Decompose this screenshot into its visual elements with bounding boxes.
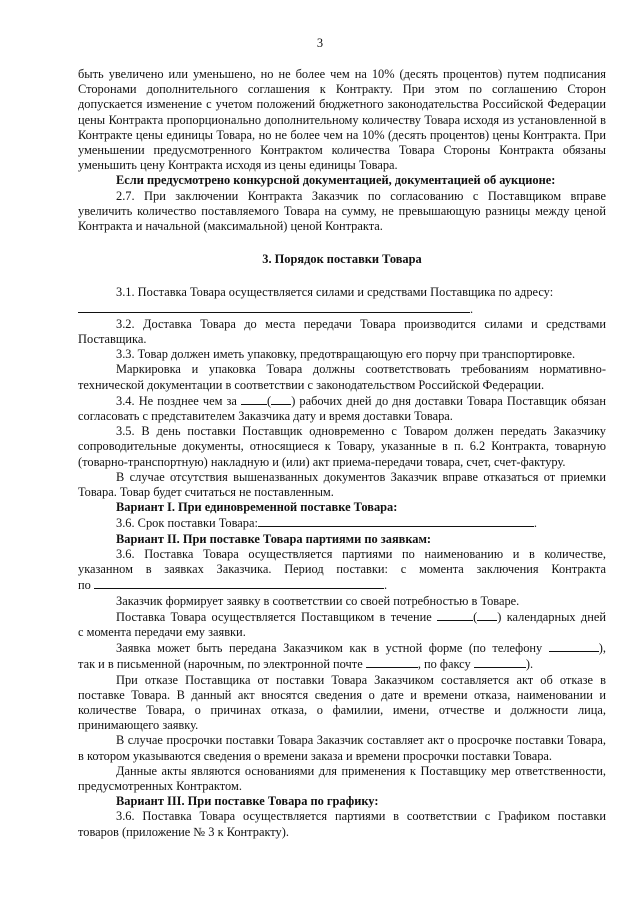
paragraph-2-7: 2.7. При заключении Контракта Заказчик по согласованию с Поставщиком вправе увеличить количество поставляемого Товара на сумму, не превышающую разницы между ценой Контракта и начальной (максимальной) ценой Контракта. xyxy=(78,188,606,234)
variant-2-3-6-line-2: указанном в заявках Заказчика. Период поставки: с момента заключения Контракта xyxy=(78,562,606,577)
paragraph-3-4-part-c: ) рабочих дней до дня доставки Товара Поставщик обязан согласовать с представителем Заказчика дату и время доставки Товара. xyxy=(78,393,606,424)
paragraph-3-1-address-line xyxy=(78,301,606,317)
paragraph-condition: Если предусмотрено конкурсной документацией, документацией об аукционе: xyxy=(116,173,556,188)
days-words-blank xyxy=(271,393,291,405)
paragraph-delay: В случае просрочки поставки Товара Заказчик составляет акт о просрочке поставки Товара, в котором указываются сведения о времени заказа и времени просрочки поставки Товара. xyxy=(78,733,606,763)
request-part-d: , по факсу xyxy=(417,657,474,672)
paragraph-request-line-2 xyxy=(78,656,606,672)
period-end-blank xyxy=(94,577,384,589)
delivery-term-part-a: Поставка Товара осуществляется Поставщиком в течение xyxy=(116,609,438,624)
paragraph-refusal: При отказе Поставщика от поставки Товара Заказчиком составляется акт об отказе в поставке Товара. В данный акт вносятся сведения о дате и времени отказа, наименовании и количестве Товара, о причинах отказа, о фамилии, имени, отчестве и должности лица, принимающего заявку. xyxy=(78,672,606,733)
paragraph-3-2: 3.2. Доставка Товара до места передачи Товара производится силами и средствами Поставщика. xyxy=(78,316,606,347)
days-blank xyxy=(241,393,267,405)
paragraph-delivery-term-cont: с момента передачи ему заявки. xyxy=(78,624,246,639)
address-blank xyxy=(78,301,470,313)
paragraph-3-4-part-a: 3.4. Не позднее чем за xyxy=(116,393,242,408)
request-part-e: ). xyxy=(525,657,534,672)
paragraph-absent-documents: В случае отсутствия вышеназванных документов Заказчик вправе отказаться от приемки Товара. Товар будет считаться не поставленным. xyxy=(78,469,606,500)
address-end: . xyxy=(470,301,474,316)
paragraph-delivery-term xyxy=(78,609,606,625)
document-body xyxy=(78,67,606,840)
variant-1-3-6-end: . xyxy=(533,516,538,531)
paragraph-acts: Данные акты являются основаниями для применения к Поставщику мер ответственности, предусмотренных Контрактом. xyxy=(78,763,606,793)
paragraph-3-1-text: 3.1. Поставка Товара осуществляется силами и средствами Поставщика по адресу: xyxy=(116,285,554,300)
request-part-b: ), xyxy=(598,641,606,656)
variant-2-3-6-end: . xyxy=(383,578,388,593)
phone-blank xyxy=(549,640,599,652)
paragraph-3-5: 3.5. В день поставки Поставщик одновременно с Товаром должен передать Заказчику сопроводительные документы, относящиеся к Товару, указанные в п. 6.2 Контракта, товарную (товарно-транспортную) накладную и (или) акт приема-передачи товара, счет, счет-фактуру. xyxy=(78,424,606,469)
paragraph-order: Заказчик формирует заявку в соответствии со своей потребностью в Товаре. xyxy=(116,593,520,608)
calendar-days-blank xyxy=(437,609,473,621)
delivery-term-part-b: ( xyxy=(473,609,478,624)
variant-2-3-6-line-1: 3.6. Поставка Товара осуществляется партиями по наименованию и в количестве, xyxy=(116,546,606,561)
variant-3-3-6: 3.6. Поставка Товара осуществляется партиями в соответствии с Графиком поставки товаров (приложение № 3 к Контракту). xyxy=(78,809,606,839)
request-part-c: так и в письменной (нарочным, по электронной почте xyxy=(78,657,366,672)
paragraph-3-4 xyxy=(78,393,606,424)
request-part-a: Заявка может быть передана Заказчиком как в устной форме (по телефону xyxy=(116,641,549,656)
paragraph-marking: Маркировка и упаковка Товара должны соответствовать требованиям нормативно-технической документации в соответствии с законодательством Российской Федерации. xyxy=(78,362,606,392)
variant-2-po-text: по xyxy=(78,578,94,593)
email-blank xyxy=(366,656,418,668)
delivery-term-part-c: ) календарных дней xyxy=(497,609,606,624)
variant-2-title: Вариант II. При поставке Товара партиями по заявкам: xyxy=(116,531,432,546)
paragraph-intro: быть увеличено или уменьшено, но не более чем на 10% (десять процентов) путем подписания Сторонами дополнительного соглашения к Контракту. При этом по соглашению Сторон допускается изменение с учетом положений бюджетного законодательства Российской Федерации цены Контракта пропорционально дополнительному количеству Товара исходя из установленной в Контракте цены единицы Товара, но не более чем на 10% (десять процентов) цены Контракта. При уменьшении предусмотренного Контрактом количества Товара Стороны Контракта обязаны уменьшить цену Контракта исходя из цены единицы Товара. xyxy=(78,67,606,173)
variant-2-3-6-line-3 xyxy=(78,577,606,593)
page-number: 3 xyxy=(316,36,324,50)
paragraph-3-3: 3.3. Товар должен иметь упаковку, предотвращающую его порчу при транспортировке. xyxy=(116,347,576,362)
variant-1-title: Вариант I. При единовременной поставке Товара: xyxy=(116,500,398,515)
variant-1-3-6 xyxy=(78,515,606,531)
paragraph-request-line-1 xyxy=(78,640,606,656)
calendar-days-words-blank xyxy=(477,609,497,621)
variant-1-3-6-text: 3.6. Срок поставки Товара: xyxy=(116,516,258,531)
section-title: 3. Порядок поставки Товара xyxy=(262,252,422,267)
variant-3-title: Вариант III. При поставке Товара по графику: xyxy=(116,794,379,809)
paragraph-3-1 xyxy=(78,285,606,300)
delivery-term-blank xyxy=(258,515,534,527)
fax-blank xyxy=(474,656,526,668)
paragraph-3-4-part-b: ( xyxy=(267,393,272,408)
